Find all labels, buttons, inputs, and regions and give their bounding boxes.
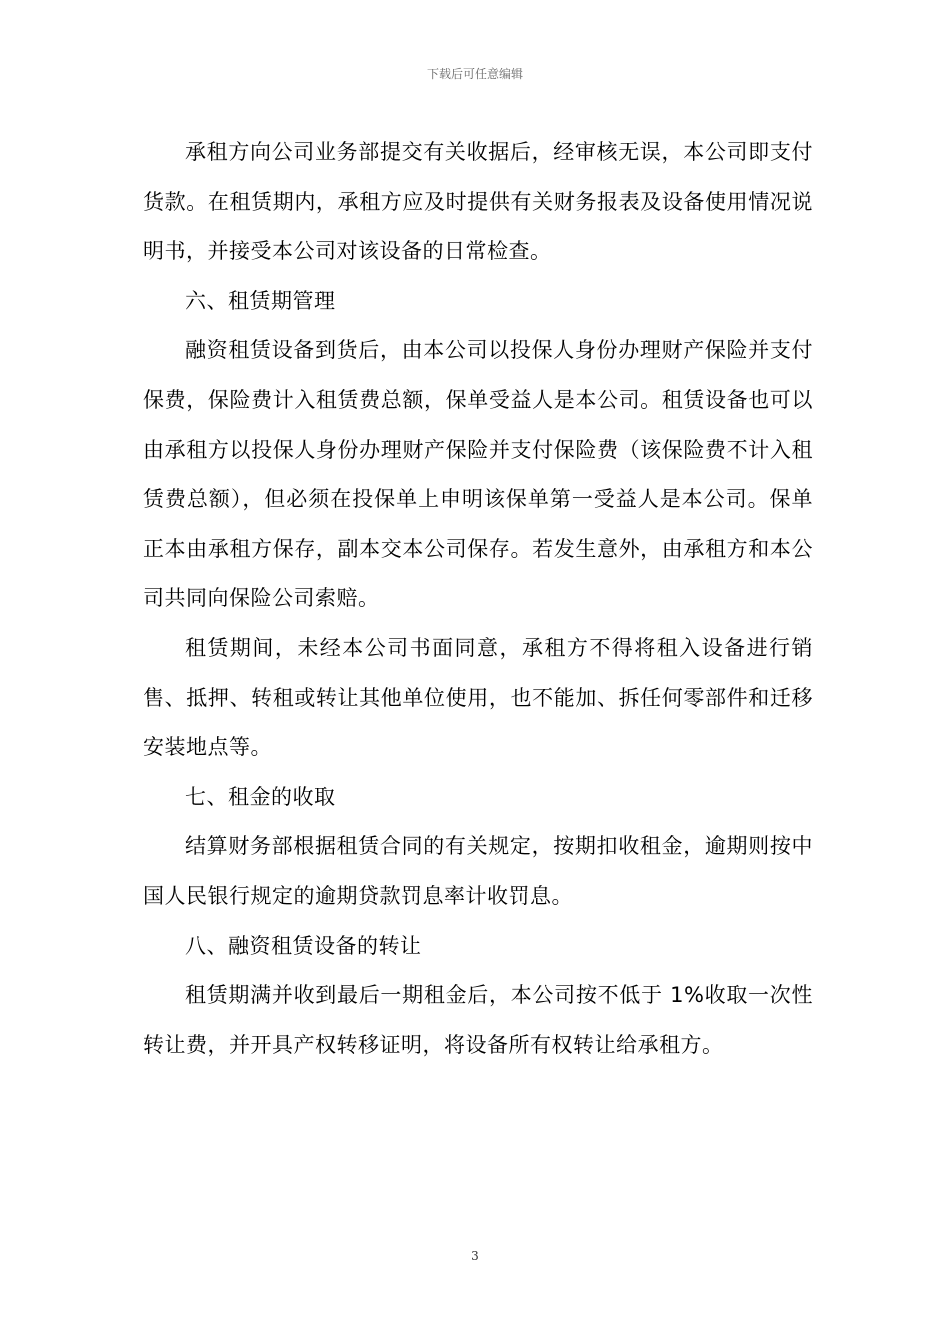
page-number: 3: [471, 1249, 479, 1263]
section-heading-lease-management: 六、租赁期管理: [185, 288, 336, 313]
document-body: [143, 128, 813, 1070]
paragraph-rent-collection: 结算财务部根据租赁合同的有关规定，按期扣收租金，逾期则按中国人民银行规定的逾期贷款罚息率计收罚息。: [143, 834, 813, 908]
page-header-note: 下载后可任意编辑: [426, 67, 523, 81]
paragraph-lease-restrictions: 租赁期间，未经本公司书面同意，承租方不得将租入设备进行销售、抵押、转租或转让其他单位使用，也不能加、拆任何零部件和迁移安装地点等。: [143, 635, 813, 760]
section-heading-equipment-transfer: 八、融资租赁设备的转让: [185, 933, 422, 958]
paragraph-insurance: 融资租赁设备到货后，由本公司以投保人身份办理财产保险并支付保费，保险费计入租赁费总额，保单受益人是本公司。租赁设备也可以由承租方以投保人身份办理财产保险并支付保险费（该保险费不计入租赁费总额），但必须在投保单上申明该保单第一受益人是本公司。保单正本由承租方保存，副本交本公司保存。若发生意外，由承租方和本公司共同向保险公司索赔。: [143, 338, 813, 611]
paragraph-payment: 承租方向公司业务部提交有关收据后，经审核无误，本公司即支付货款。在租赁期内，承租方应及时提供有关财务报表及设备使用情况说明书，并接受本公司对该设备的日常检查。: [143, 140, 813, 264]
paragraph-equipment-transfer: 租赁期满并收到最后一期租金后，本公司按不低于 1%收取一次性转让费，并开具产权转移证明，将设备所有权转让给承租方。: [143, 983, 813, 1057]
section-heading-rent-collection: 七、租金的收取: [185, 784, 336, 809]
